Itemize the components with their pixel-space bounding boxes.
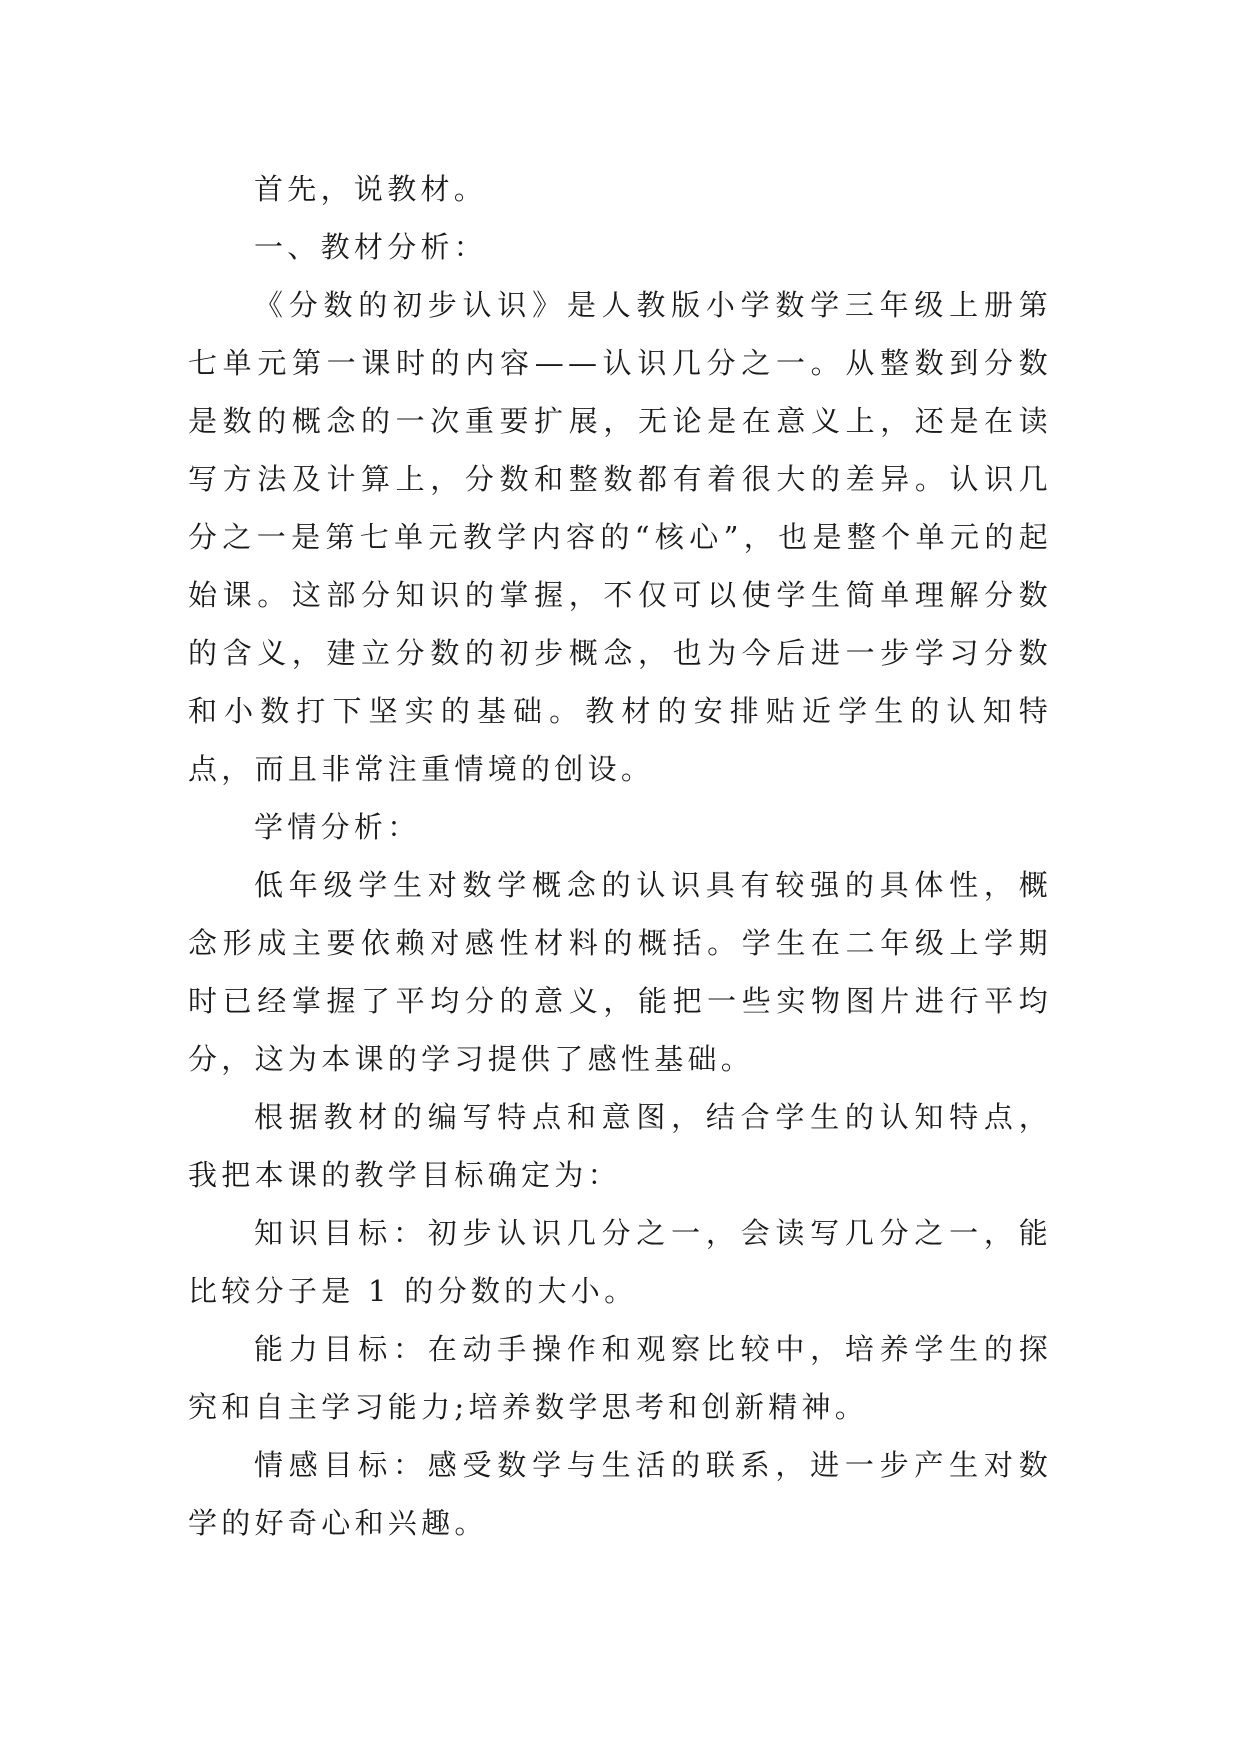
paragraph-textbook-analysis: 《分数的初步认识》是人教版小学数学三年级上册第七单元第一课时的内容——认识几分之一。从整数到分数是数的概念的一次重要扩展，无论是在意义上，还是在读写方法及计算上，分数和整数都有着很大的差异。认识几分之一是第七单元教学内容的“核心”，也是整个单元的起始课。这部分知识的掌握，不仅可以使学生简单理解分数的含义，建立分数的初步概念，也为今后进一步学习分数和小数打下坚实的基础。教材的安排贴近学生的认知特点，而且非常注重情境的创设。	[188, 288, 1052, 786]
heading-textbook-analysis: 一、教材分析：	[254, 230, 488, 264]
paragraph-intro: 首先，说教材。	[254, 172, 488, 206]
paragraph-emotion-goal: 情感目标：感受数学与生活的联系，进一步产生对数学的好奇心和兴趣。	[188, 1448, 1052, 1540]
heading-student-analysis: 学情分析：	[254, 810, 421, 844]
paragraph-knowledge-goal: 知识目标：初步认识几分之一，会读写几分之一，能比较分子是 1 的分数的大小。	[188, 1216, 1052, 1308]
paragraph-goals-intro: 根据教材的编写特点和意图，结合学生的认知特点，我把本课的教学目标确定为：	[188, 1100, 1052, 1192]
paragraph-ability-goal: 能力目标：在动手操作和观察比较中，培养学生的探究和自主学习能力;培养数学思考和创新精神。	[188, 1332, 1052, 1424]
document-body	[188, 160, 1052, 1552]
paragraph-student-analysis: 低年级学生对数学概念的认识具有较强的具体性，概念形成主要依赖对感性材料的概括。学生在二年级上学期时已经掌握了平均分的意义，能把一些实物图片进行平均分，这为本课的学习提供了感性基础。	[188, 868, 1052, 1076]
